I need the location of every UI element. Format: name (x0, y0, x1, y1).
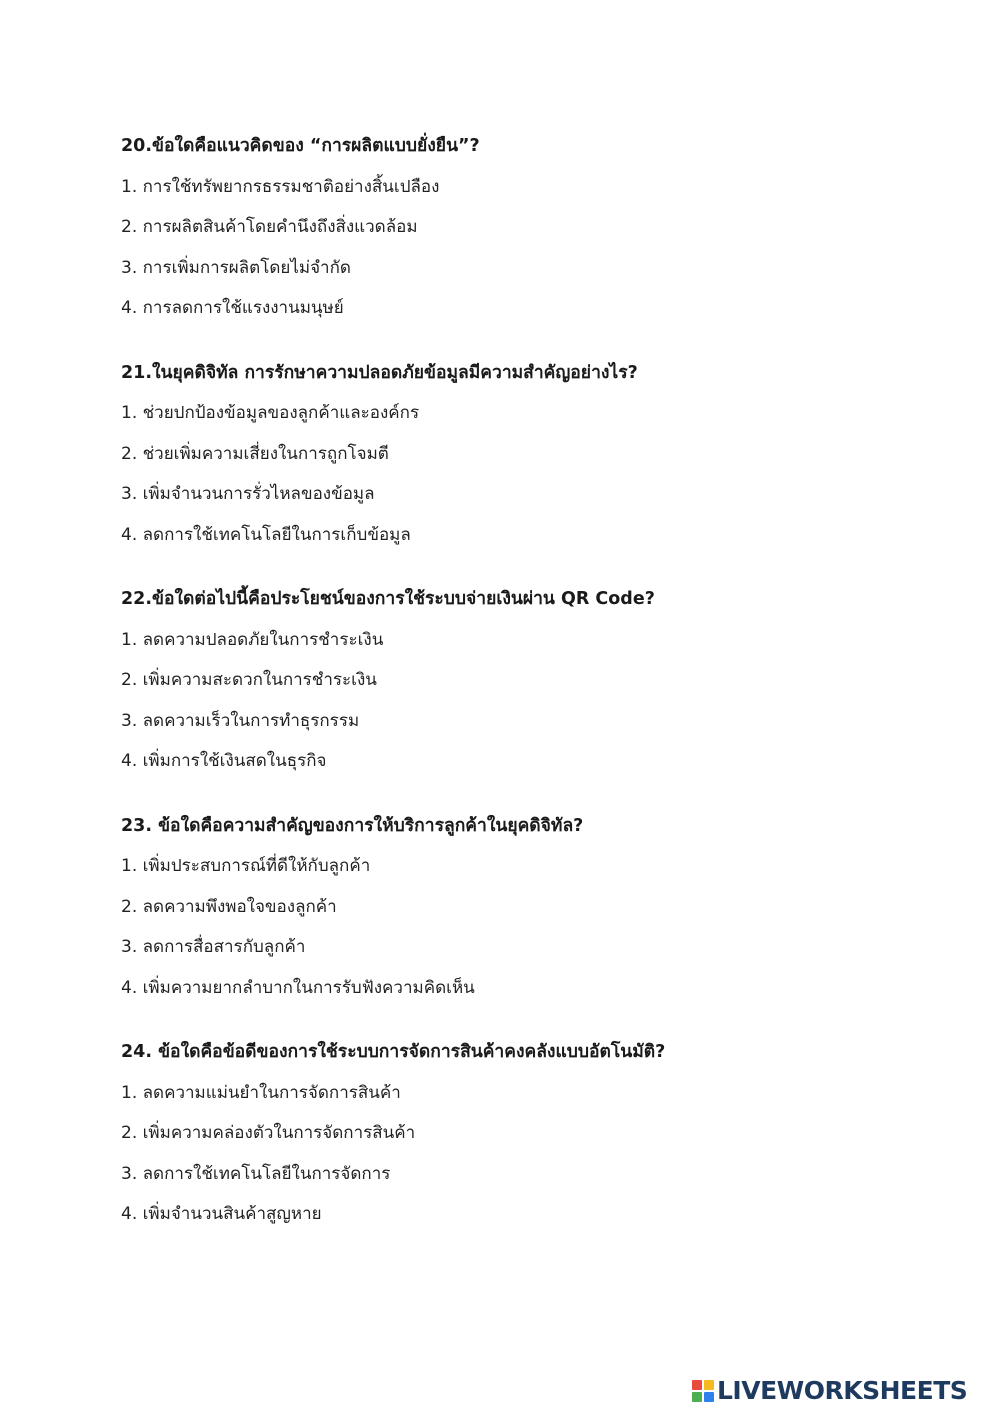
question-title: 24. ข้อใดคือข้อดีของการใช้ระบบการจัดการสินค้าคงคลังแบบอัตโนมัติ? (121, 1042, 666, 1062)
choice-option[interactable]: 4. เพิ่มการใช้เงินสดในธุรกิจ (121, 751, 327, 771)
choice-option[interactable]: 4. การลดการใช้แรงงานมนุษย์ (121, 298, 344, 318)
liveworksheets-logo-icon (692, 1380, 714, 1402)
choice-option[interactable]: 4. ลดการใช้เทคโนโลยีในการเก็บข้อมูล (121, 524, 411, 545)
choice-option[interactable]: 1. ลดความปลอดภัยในการชำระเงิน (121, 629, 384, 650)
question-20 (121, 128, 941, 326)
question-title: 23. ข้อใดคือความสำคัญของการให้บริการลูกค้าในยุคดิจิทัล? (121, 815, 584, 836)
choice-option[interactable]: 1. การใช้ทรัพยากรธรรมชาติอย่างสิ้นเปลือง (121, 176, 440, 197)
choice-option[interactable]: 1. เพิ่มประสบการณ์ที่ดีให้กับลูกค้า (121, 856, 371, 876)
choice-option[interactable]: 3. ลดการใช้เทคโนโลยีในการจัดการ (121, 1163, 391, 1184)
question-title: 21.ในยุคดิจิทัล การรักษาความปลอดภัยข้อมูลมีความสำคัญอย่างไร? (121, 362, 638, 383)
choice-option[interactable]: 3. เพิ่มจำนวนการรั่วไหลของข้อมูล (121, 484, 375, 504)
logo-square (692, 1392, 702, 1402)
choice-option[interactable]: 3. การเพิ่มการผลิตโดยไม่จำกัด (121, 257, 351, 278)
brand-name: LIVEWORKSHEETS (717, 1376, 968, 1405)
liveworksheets-brand (692, 1374, 967, 1408)
worksheet (121, 128, 941, 1261)
choice-option[interactable]: 1. ช่วยปกป้องข้อมูลของลูกค้าและองค์กร (121, 403, 420, 423)
choice-option[interactable]: 2. ช่วยเพิ่มความเสี่ยงในการถูกโจมตี (121, 443, 389, 464)
logo-square (704, 1380, 714, 1390)
choice-option[interactable]: 4. เพิ่มจำนวนสินค้าสูญหาย (121, 1204, 322, 1224)
question-22 (121, 581, 941, 779)
choice-option[interactable]: 1. ลดความแม่นยำในการจัดการสินค้า (121, 1082, 401, 1103)
choice-option[interactable]: 2. เพิ่มความสะดวกในการชำระเงิน (121, 670, 377, 690)
choice-option[interactable]: 2. ลดความพึงพอใจของลูกค้า (121, 896, 337, 917)
choice-option[interactable]: 2. การผลิตสินค้าโดยคำนึงถึงสิ่งแวดล้อม (121, 217, 418, 237)
question-23 (121, 808, 941, 1006)
choice-option[interactable]: 4. เพิ่มความยากลำบากในการรับฟังความคิดเห็น (121, 977, 475, 998)
choice-option[interactable]: 3. ลดการสื่อสารกับลูกค้า (121, 937, 306, 957)
choice-option[interactable]: 3. ลดความเร็วในการทำธุรกรรม (121, 710, 360, 731)
choice-option[interactable]: 2. เพิ่มความคล่องตัวในการจัดการสินค้า (121, 1123, 416, 1143)
logo-square (704, 1392, 714, 1402)
question-title: 20.ข้อใดคือแนวคิดของ “การผลิตแบบยั่งยืน”? (121, 136, 480, 156)
question-title: 22.ข้อใดต่อไปนี้คือประโยชน์ของการใช้ระบบจ่ายเงินผ่าน QR Code? (121, 589, 655, 609)
question-21 (121, 355, 941, 553)
question-24 (121, 1034, 941, 1232)
logo-square (692, 1380, 702, 1390)
